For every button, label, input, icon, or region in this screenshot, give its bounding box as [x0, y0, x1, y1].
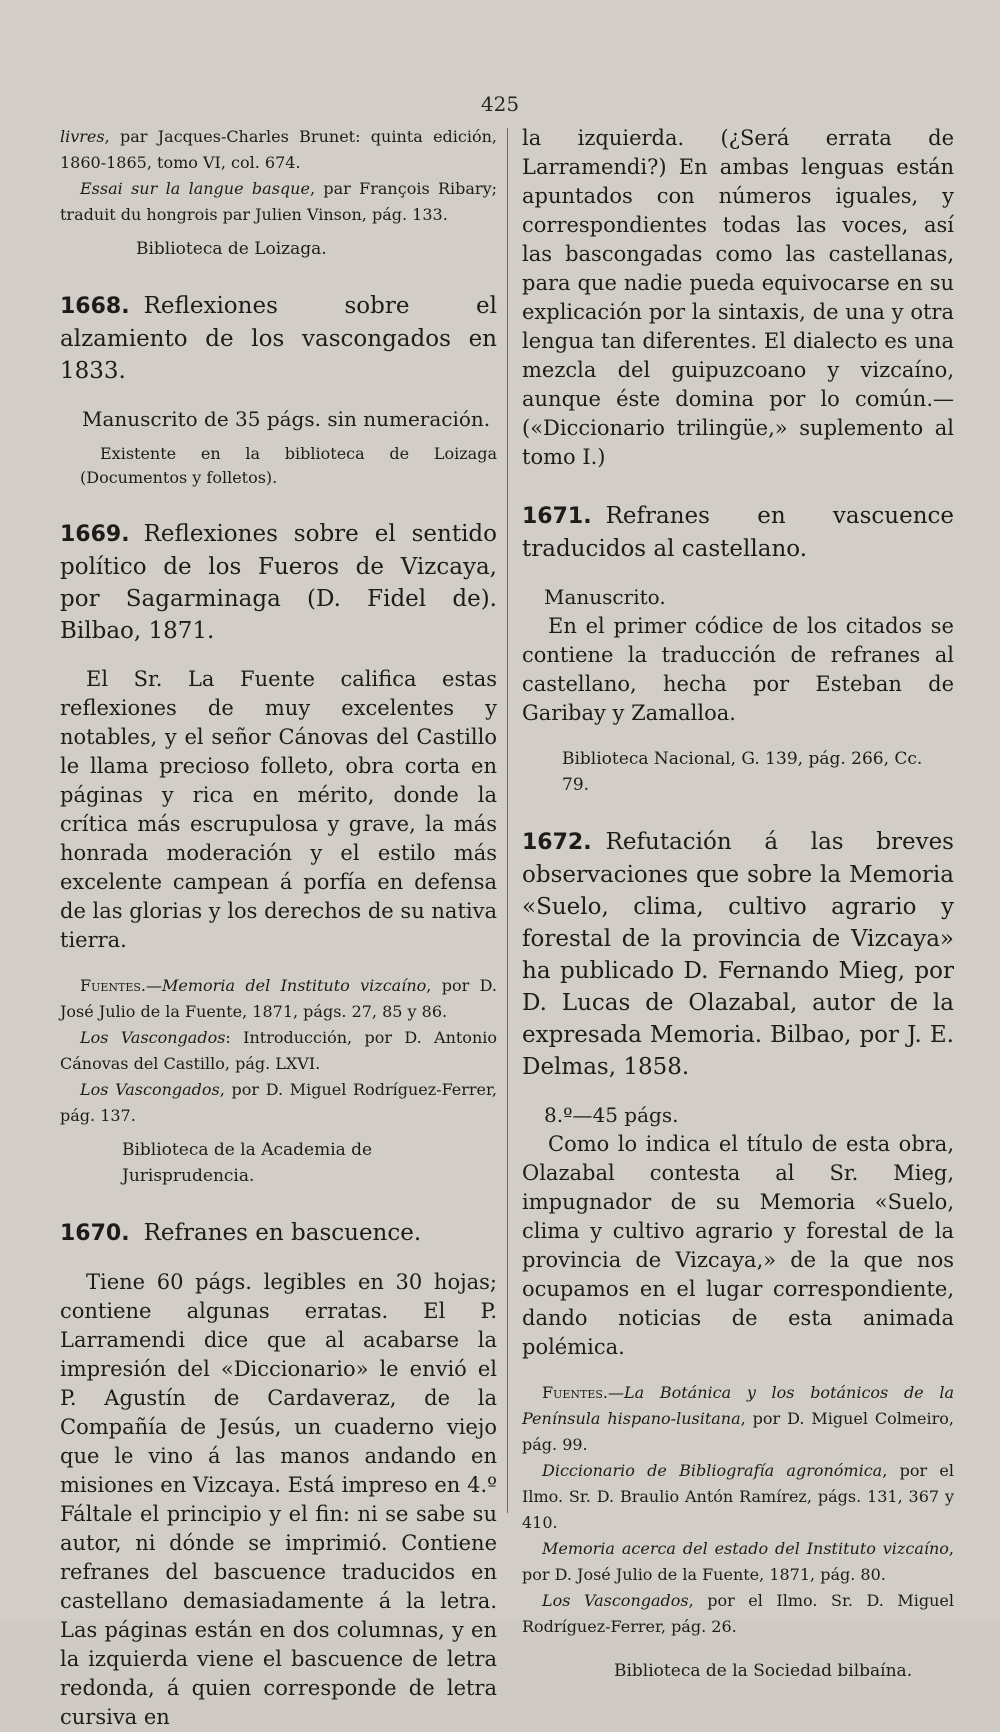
entry-1672-body: Como lo indica el título de esta obra, Olazabal contesta al Sr. Mieg, impugnador de su Memoria «Suelo, clima y cultivo agrario y forestal de la provincia de Vizcaya,» de la que nos ocupamos en el lugar correspondiente, dando noticias de esta animada polémica. — [522, 1132, 954, 1359]
entry-number: 1669. — [60, 522, 130, 547]
entry-title: Refranes en bascuence. — [143, 1220, 422, 1246]
ref-title: livres — [60, 127, 105, 146]
entry-1670-heading — [60, 1217, 497, 1250]
ref-title: Essai sur la langue basque — [80, 179, 310, 198]
entry-1669-source-1: Fuentes.—Memoria del Instituto vizcaíno, por D. José Julio de la Fuente, 1871, págs. 27, 85 y 86. — [60, 976, 497, 1021]
entry-1669-body: El Sr. La Fuente califica estas reflexiones de muy excelentes y notables, y el señor Cánovas del Castillo le llama precioso folleto, obra corta en páginas y rica en mérito, donde la crítica más escrupulosa y grave, la más honrada moderación y el estilo más excelente campean á porfía en defensa de las glorias y los derechos de su nativa tierra. — [60, 667, 497, 952]
entry-title: Reflexiones sobre el sentido político de los Fueros de Vizcaya, por Sagarminaga (D. Fidel de). Bilbao, 1871. — [60, 521, 497, 644]
entry-1671-heading — [522, 500, 954, 565]
entry-number: 1671. — [522, 504, 592, 529]
source-rest: , por D. José Julio de la Fuente, 1871, págs. 27, 85 y 86. — [60, 976, 497, 1021]
entry-1672-library: Biblioteca de la Sociedad bilbaína. — [614, 1661, 913, 1681]
fuentes-label: Fuentes. — [542, 1383, 609, 1402]
source-rest: : Introducción, por D. Antonio Cánovas del Castillo, pág. LXVI. — [60, 1028, 497, 1073]
page-number: 425 — [480, 92, 520, 116]
source-rest: , por D. Miguel Colmeiro, pág. 99. — [522, 1409, 955, 1454]
entry-number: 1668. — [60, 294, 130, 319]
entry-1672-heading — [522, 826, 954, 1083]
entry-number: 1672. — [522, 830, 592, 855]
source-rest: , por el Ilmo. Sr. D. Miguel Rodríguez-Ferrer, pág. 26. — [522, 1591, 954, 1636]
source-title: Los Vascongados — [80, 1028, 226, 1047]
source-title: Los Vascongados — [80, 1080, 220, 1099]
fuentes-label: Fuentes. — [80, 976, 147, 995]
entry-1669-heading — [60, 518, 497, 647]
entry-1671-format: Manuscrito. — [544, 585, 666, 609]
entry-1672-source-4 — [522, 1588, 954, 1640]
ref-rest: , par Jacques-Charles Brunet: quinta edición, 1860-1865, tomo VI, col. 674. — [60, 127, 497, 172]
source-title: Los Vascongados — [542, 1591, 689, 1610]
entry-1669-library: Biblioteca de la Academia de Jurisprudencia. — [122, 1140, 373, 1186]
ref-rest: , par François Ribary; traduit du hongrois par Julien Vinson, pág. 133. — [60, 179, 498, 224]
intro-reference-2 — [60, 176, 497, 228]
source-title: Memoria acerca del estado del Instituto vizcaíno — [542, 1539, 949, 1558]
entry-1668-heading — [60, 290, 497, 387]
entry-1669-source-3 — [60, 1077, 497, 1129]
entry-1671-library: Biblioteca Nacional, G. 139, pág. 266, Cc. 79. — [562, 749, 923, 795]
entry-1672-source-2 — [522, 1458, 954, 1536]
source-title: Diccionario de Bibliografía agronómica — [542, 1461, 883, 1480]
continuation-text: la izquierda. (¿Será errata de Larramendi?) En ambas lenguas están apuntados con números iguales, y correspondientes todas las voces, así las bascongadas como las castellanas, para que nadie pueda equivocarse en su explicación por la sintaxis, de una y otra lengua tan diferentes. El dialecto es una mezcla del guipuzcoano y vizcaíno, aunque éste domina por lo común.—(«Diccionario trilingüe,» suplemento al tomo I.) — [522, 126, 954, 469]
source-rest: , por D. José Julio de la Fuente, 1871, pág. 80. — [522, 1539, 954, 1584]
entry-1671-body: En el primer códice de los citados se contiene la traducción de refranes al castellano, hecha por Esteban de Garibay y Zamalloa. — [522, 614, 954, 725]
entry-title: Refutación á las breves observaciones que sobre la Memoria «Suelo, clima, cultivo agrario y forestal de la provincia de Vizcaya» ha publicado D. Fernando Mieg, por D. Lucas de Olazabal, autor de la expresada Memoria. Bilbao, por J. E. Delmas, 1858. — [522, 829, 954, 1080]
source-title: La Botánica y los botánicos de la Península hispano-lusitana — [522, 1383, 954, 1428]
source-rest: , por el Ilmo. Sr. D. Braulio Antón Ramírez, págs. 131, 367 y 410. — [522, 1461, 954, 1532]
entry-title: Refranes en vascuence traducidos al castellano. — [522, 503, 954, 562]
left-column — [60, 124, 497, 1732]
column-rule — [507, 128, 508, 1513]
entry-1672-format: 8.º—45 págs. — [544, 1103, 679, 1127]
intro-library: Biblioteca de Loizaga. — [136, 239, 327, 259]
entry-1668-note: Existente en la biblioteca de Loizaga (Documentos y folletos). — [80, 444, 497, 487]
source-rest: , por D. Miguel Rodríguez-Ferrer, pág. 137. — [60, 1080, 498, 1125]
entry-number: 1670. — [60, 1221, 130, 1246]
intro-reference-1 — [60, 124, 497, 176]
entry-title: Reflexiones sobre el alzamiento de los vascongados en 1833. — [60, 293, 497, 384]
entry-1669-source-2 — [60, 1025, 497, 1077]
entry-1668-format: Manuscrito de 35 págs. sin numeración. — [82, 407, 491, 431]
right-column — [522, 124, 954, 1684]
entry-1672-source-3 — [522, 1536, 954, 1588]
source-title: Memoria del Instituto vizcaíno — [162, 976, 427, 995]
entry-1672-source-1: Fuentes.—La Botánica y los botánicos de la Península hispano-lusitana, por D. Miguel Colmeiro, pág. 99. — [522, 1383, 955, 1454]
entry-1670-body: Tiene 60 págs. legibles en 30 hojas; contiene algunas erratas. El P. Larramendi dice que al acabarse la impresión del «Diccionario» le envió el P. Agustín de Cardaveraz, de la Compañía de Jesús, un cuaderno viejo que le vino á las manos andando en misiones en Vizcaya. Está impreso en 4.º Fáltale el principio y el fin: ni se sabe su autor, ni dónde se imprimió. Contiene refranes del bascuence traducidos en castellano demasiadamente á la letra. Las páginas están en dos columnas, y en la izquierda viene el bascuence de letra redonda, á quien corresponde de letra cursiva en — [60, 1270, 497, 1729]
